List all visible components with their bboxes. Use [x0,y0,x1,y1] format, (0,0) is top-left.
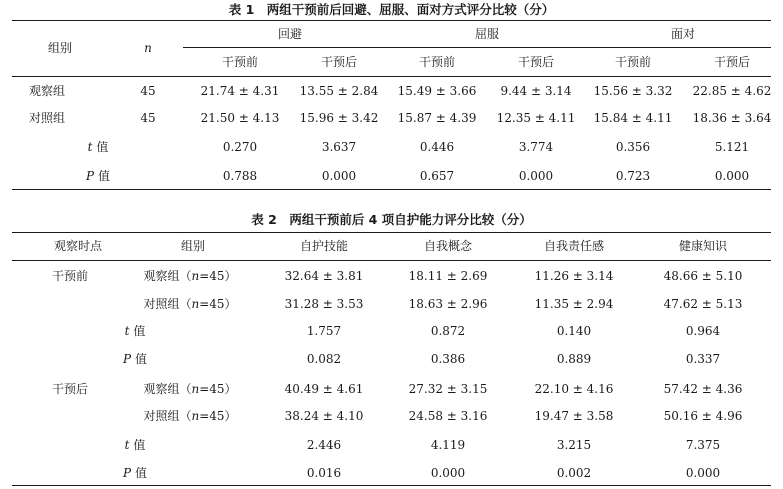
table2-value-cell: 11.35 ± 2.94 [534,297,614,311]
table2-p-value: 0.000 [430,466,466,480]
table2-group-label-paren: （ [179,409,192,423]
table2-t-value: 1.757 [306,324,342,338]
table1-value-cell: 15.56 ± 3.32 [593,84,673,98]
table2-timepoint: 干预前 [52,269,89,283]
table2-p-label [123,352,147,366]
table2-t-value: 2.446 [306,438,342,452]
table1-p-value: 0.788 [222,169,258,183]
table2-value-cell: 57.42 ± 4.36 [663,382,743,396]
table2-p-value: 0.000 [685,466,721,480]
table2-value-cell: 31.28 ± 3.53 [284,297,364,311]
table1-value-cell: 22.85 ± 4.62 [692,84,772,98]
table1-t-value: 5.121 [714,140,750,154]
table2-header-column: 观察时点 [53,239,103,253]
table1-t-value: 0.446 [419,140,455,154]
table2-group-label-paren: （ [179,297,192,311]
table2-header-rule [12,260,771,261]
table1-t-label-suffix: 值 [92,140,109,154]
table2-t-label-symbol: t [124,438,130,452]
table1-p-label [86,169,110,183]
table2-value-cell: 38.24 ± 4.10 [284,409,364,423]
table2-group-label [143,382,236,396]
table2-group-label-count: =45） [199,409,237,423]
table1-header-subcolumn: 干预前 [614,55,652,69]
table2-p-value: 0.002 [556,466,592,480]
table1-value-cell: 15.96 ± 3.42 [299,111,379,125]
table1-value-cell: 15.87 ± 4.39 [397,111,477,125]
table2-group-label-count: =45） [199,382,237,396]
table2-t-value: 4.119 [430,438,466,452]
table1-value-cell: 21.50 ± 4.13 [200,111,280,125]
table1-row-label: 对照组 [29,111,66,125]
table2-timepoint: 干预后 [52,382,89,396]
table1-header-subcolumn: 干预前 [418,55,456,69]
table2-group-label-paren: （ [179,269,192,283]
table1-row-n: 45 [140,111,156,125]
table1-t-value: 0.356 [615,140,651,154]
table2-group-label-label: 观察组 [143,269,180,283]
table2-t-label [125,438,146,452]
table2-group-label-label: 对照组 [143,297,180,311]
table2-header-column: 健康知识 [678,239,728,253]
table2-group-label [143,269,236,283]
table2-header-column: 自护技能 [299,239,349,253]
table2-value-cell: 27.32 ± 3.15 [408,382,488,396]
table2-p-value: 0.016 [306,466,342,480]
table2-p-label-suffix: 值 [131,352,147,366]
table2-group-label-count: =45） [199,269,237,283]
table2-p-label-symbol: P [123,466,132,480]
table1-p-label-symbol: P [86,169,95,183]
table2-header-column: 自我责任感 [543,239,605,253]
table1-header-category: 面对 [670,27,696,41]
table1-bottom-rule [12,189,771,190]
table2-value-cell: 32.64 ± 3.81 [284,269,364,283]
table2-group-label-label: 对照组 [143,409,180,423]
table2-value-cell: 22.10 ± 4.16 [534,382,614,396]
table1-value-cell: 15.84 ± 4.11 [593,111,673,125]
table1-value-cell: 21.74 ± 4.31 [200,84,280,98]
table2-header-column: 组别 [180,239,206,253]
table2-t-label-suffix: 值 [129,324,146,338]
table1-header-subcolumn: 干预后 [320,55,358,69]
table2-group-label-paren: （ [179,382,192,396]
table2-group-label [143,297,236,311]
table2-t-label [125,324,146,338]
table2-value-cell: 40.49 ± 4.61 [284,382,364,396]
table2-value-cell: 18.11 ± 2.69 [408,269,488,283]
table1-t-value: 0.270 [222,140,258,154]
table1-header-subcolumn: 干预后 [517,55,555,69]
table2-t-value: 7.375 [685,438,721,452]
table2-group-label [143,409,236,423]
table2-value-cell: 18.63 ± 2.96 [408,297,488,311]
table2-t-value: 3.215 [556,438,592,452]
table2-group-label-label: 观察组 [143,382,180,396]
table2-p-value: 0.337 [685,352,721,366]
table2-caption: 表 2 两组干预前后 4 项自护能力评分比较（分） [251,212,532,227]
table2-value-cell: 47.62 ± 5.13 [663,297,743,311]
table2-value-cell: 11.26 ± 3.14 [534,269,614,283]
table2-p-value: 0.082 [306,352,342,366]
table1-p-label-suffix: 值 [94,169,110,183]
table1-row-n: 45 [140,84,156,98]
table2-t-label-suffix: 值 [129,438,146,452]
table2-p-value: 0.386 [430,352,466,366]
table1-value-cell: 15.49 ± 3.66 [397,84,477,98]
table2-group-label-n: n [191,382,200,396]
table1-p-value: 0.657 [419,169,455,183]
table2-p-value: 0.889 [556,352,592,366]
table1-p-value: 0.000 [714,169,750,183]
table1-header-group: 组别 [47,41,73,55]
table1-top-rule [12,20,771,21]
table1-p-value: 0.723 [615,169,651,183]
table2-group-label-count: =45） [199,297,237,311]
table1-subheader-rule [183,47,771,48]
table1-t-value: 3.637 [321,140,357,154]
table1-header-n: n [144,41,152,55]
table1-p-value: 0.000 [518,169,554,183]
table1-value-cell: 12.35 ± 4.11 [496,111,576,125]
table2-group-label-n: n [191,297,200,311]
table1-header-rule [12,76,771,77]
table2-value-cell: 24.58 ± 3.16 [408,409,488,423]
table2-value-cell: 50.16 ± 4.96 [663,409,743,423]
table2-group-label-n: n [191,409,200,423]
table2-top-rule [12,232,771,233]
table2-t-value: 0.872 [430,324,466,338]
table1-value-cell: 9.44 ± 3.14 [500,84,572,98]
table2-p-label-symbol: P [123,352,132,366]
table2-group-label-n: n [191,269,200,283]
table1-row-label: 观察组 [29,84,66,98]
table2-value-cell: 19.47 ± 3.58 [534,409,614,423]
table1-value-cell: 18.36 ± 3.64 [692,111,772,125]
table2-value-cell: 48.66 ± 5.10 [663,269,743,283]
table1-header-category: 回避 [277,27,303,41]
table1-t-value: 3.774 [518,140,554,154]
table1-header-subcolumn: 干预前 [221,55,259,69]
table1-t-label [88,140,109,154]
table2-t-label-symbol: t [124,324,130,338]
table1-header-subcolumn: 干预后 [713,55,751,69]
table2-t-value: 0.964 [685,324,721,338]
table1-header-category: 屈服 [474,27,500,41]
table2-bottom-rule [12,485,771,486]
table1-p-value: 0.000 [321,169,357,183]
table2-header-column: 自我概念 [423,239,473,253]
table2-p-label [123,466,147,480]
table2-p-label-suffix: 值 [131,466,147,480]
table2-t-value: 0.140 [556,324,592,338]
table1-value-cell: 13.55 ± 2.84 [299,84,379,98]
table1-caption: 表 1 两组干预前后回避、屈服、面对方式评分比较（分） [228,2,555,17]
table1-t-label-symbol: t [87,140,93,154]
